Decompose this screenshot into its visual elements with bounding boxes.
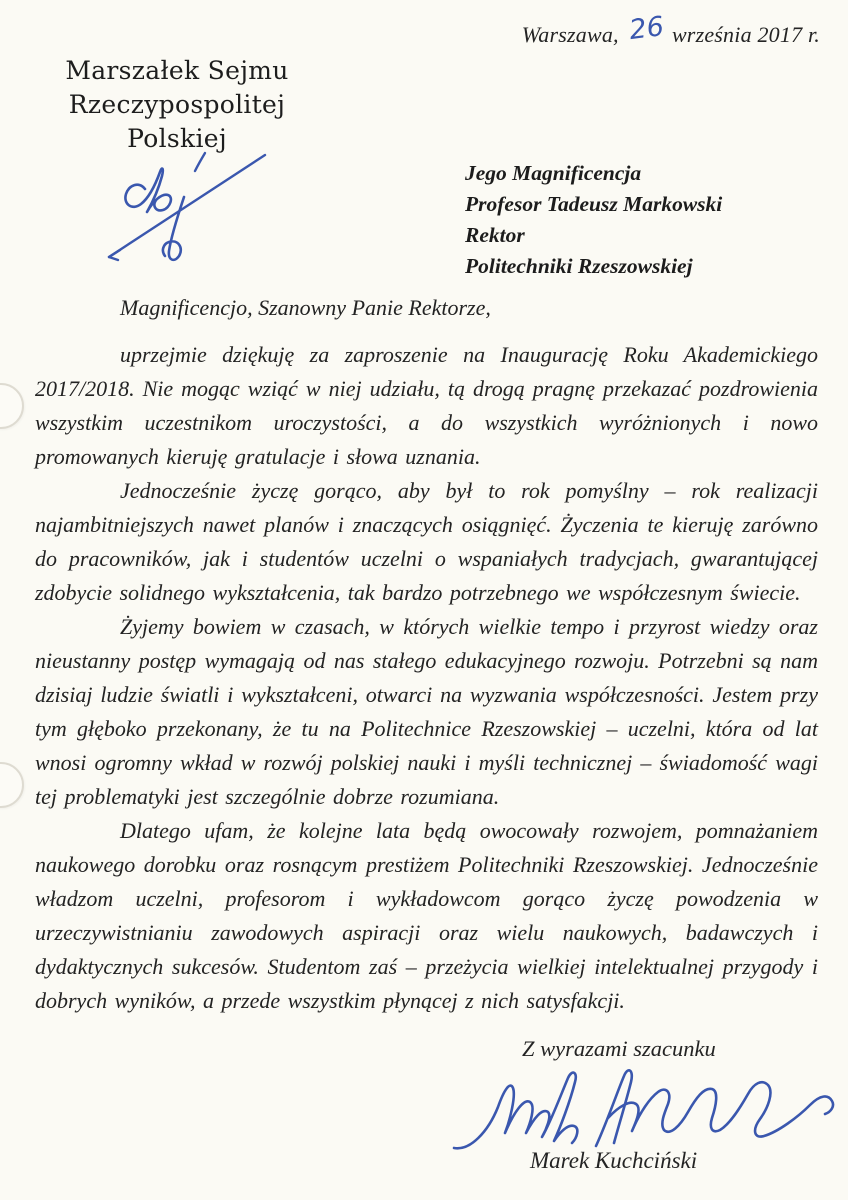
date-city: Warszawa,: [521, 22, 619, 47]
date-rest: września 2017 r.: [671, 22, 820, 47]
recipient-line: Jego Magnificencja: [465, 161, 642, 185]
closing-phrase: Z wyrazami szacunku: [522, 1036, 716, 1061]
letterhead-line2: Rzeczypospolitej Polskiej: [68, 90, 286, 153]
signature-ink: [440, 1062, 845, 1157]
salutation: Magnificencjo, Szanowny Panie Rektorze,: [120, 295, 491, 320]
recipient-line: Rektor: [465, 223, 525, 247]
paragraph-1: uprzejmie dziękuję za zaproszenie na Inaugurację Roku Akademickiego 2017/2018. Nie mogąc wziąć w niej udziału, tą drogą pragnę przekazać pozdrowienia wszystkim uczestnikom uroczystości, a do wszystkich wyróżnionych i nowo promowanych kieruję gratulacje i słowa uznania.: [35, 342, 818, 469]
signer-name: Marek Kuchciński: [530, 1148, 698, 1173]
letterhead-line1: Marszałek Sejmu: [65, 56, 289, 85]
hole-punch-mark: [0, 762, 24, 808]
recipient-line: Profesor Tadeusz Markowski: [465, 192, 723, 216]
paragraph-2: Jednocześnie życzę gorąco, aby był to rok pomyślny – rok realizacji najambitniejszych nawet planów i znaczących osiągnięć. Życzenia te kieruję zarówno do pracowników, jak i studentów uczelni o wspaniałych tradycjach, gwarantującej zdobycie solidnego wykształcenia, tak bardzo potrzebnego we współczesnym świecie.: [35, 478, 818, 605]
handwritten-day-ink: 26: [628, 11, 667, 47]
date-line: [521, 11, 820, 49]
letter-body: [35, 291, 818, 1018]
paragraph-3: Żyjemy bowiem w czasach, w których wielkie tempo i przyrost wiedzy oraz nieustanny postęp wymagają od nas stałego edukacyjnego rozwoju. Potrzebni są nam dzisiaj ludzie światli i wykształceni, otwarci na wyzwania współczesności. Jestem przy tym głęboko przekonany, że tu na Politechnice Rzeszowskiej – uczelni, która od lat wnosi ogromny wkład w rozwój polskiej nauki i myśli technicznej – świadomość wagi tej problematyki jest szczególnie dobrze rozumiana.: [35, 614, 818, 809]
paraph-ink-annotation: [95, 145, 295, 280]
recipient-block: [465, 158, 722, 282]
recipient-line: Politechniki Rzeszowskiej: [465, 254, 693, 278]
letterhead: [22, 54, 332, 156]
paragraph-4: Dlatego ufam, że kolejne lata będą owocowały rozwojem, pomnażaniem naukowego dorobku oraz rosnącym prestiżem Politechniki Rzeszowskiej. Jednocześnie władzom uczelni, profesorom i wykładowcom gorąco życzę powodzenia w urzeczywistnianiu zawodowych aspiracji oraz wielu naukowych, badawczych i dydaktycznych sukcesów. Studentom zaś – przeżycia wielkiej intelektualnej przygody i dobrych wyników, a przede wszystkim płynącej z nich satysfakcji.: [35, 818, 818, 1013]
hole-punch-mark: [0, 383, 24, 429]
